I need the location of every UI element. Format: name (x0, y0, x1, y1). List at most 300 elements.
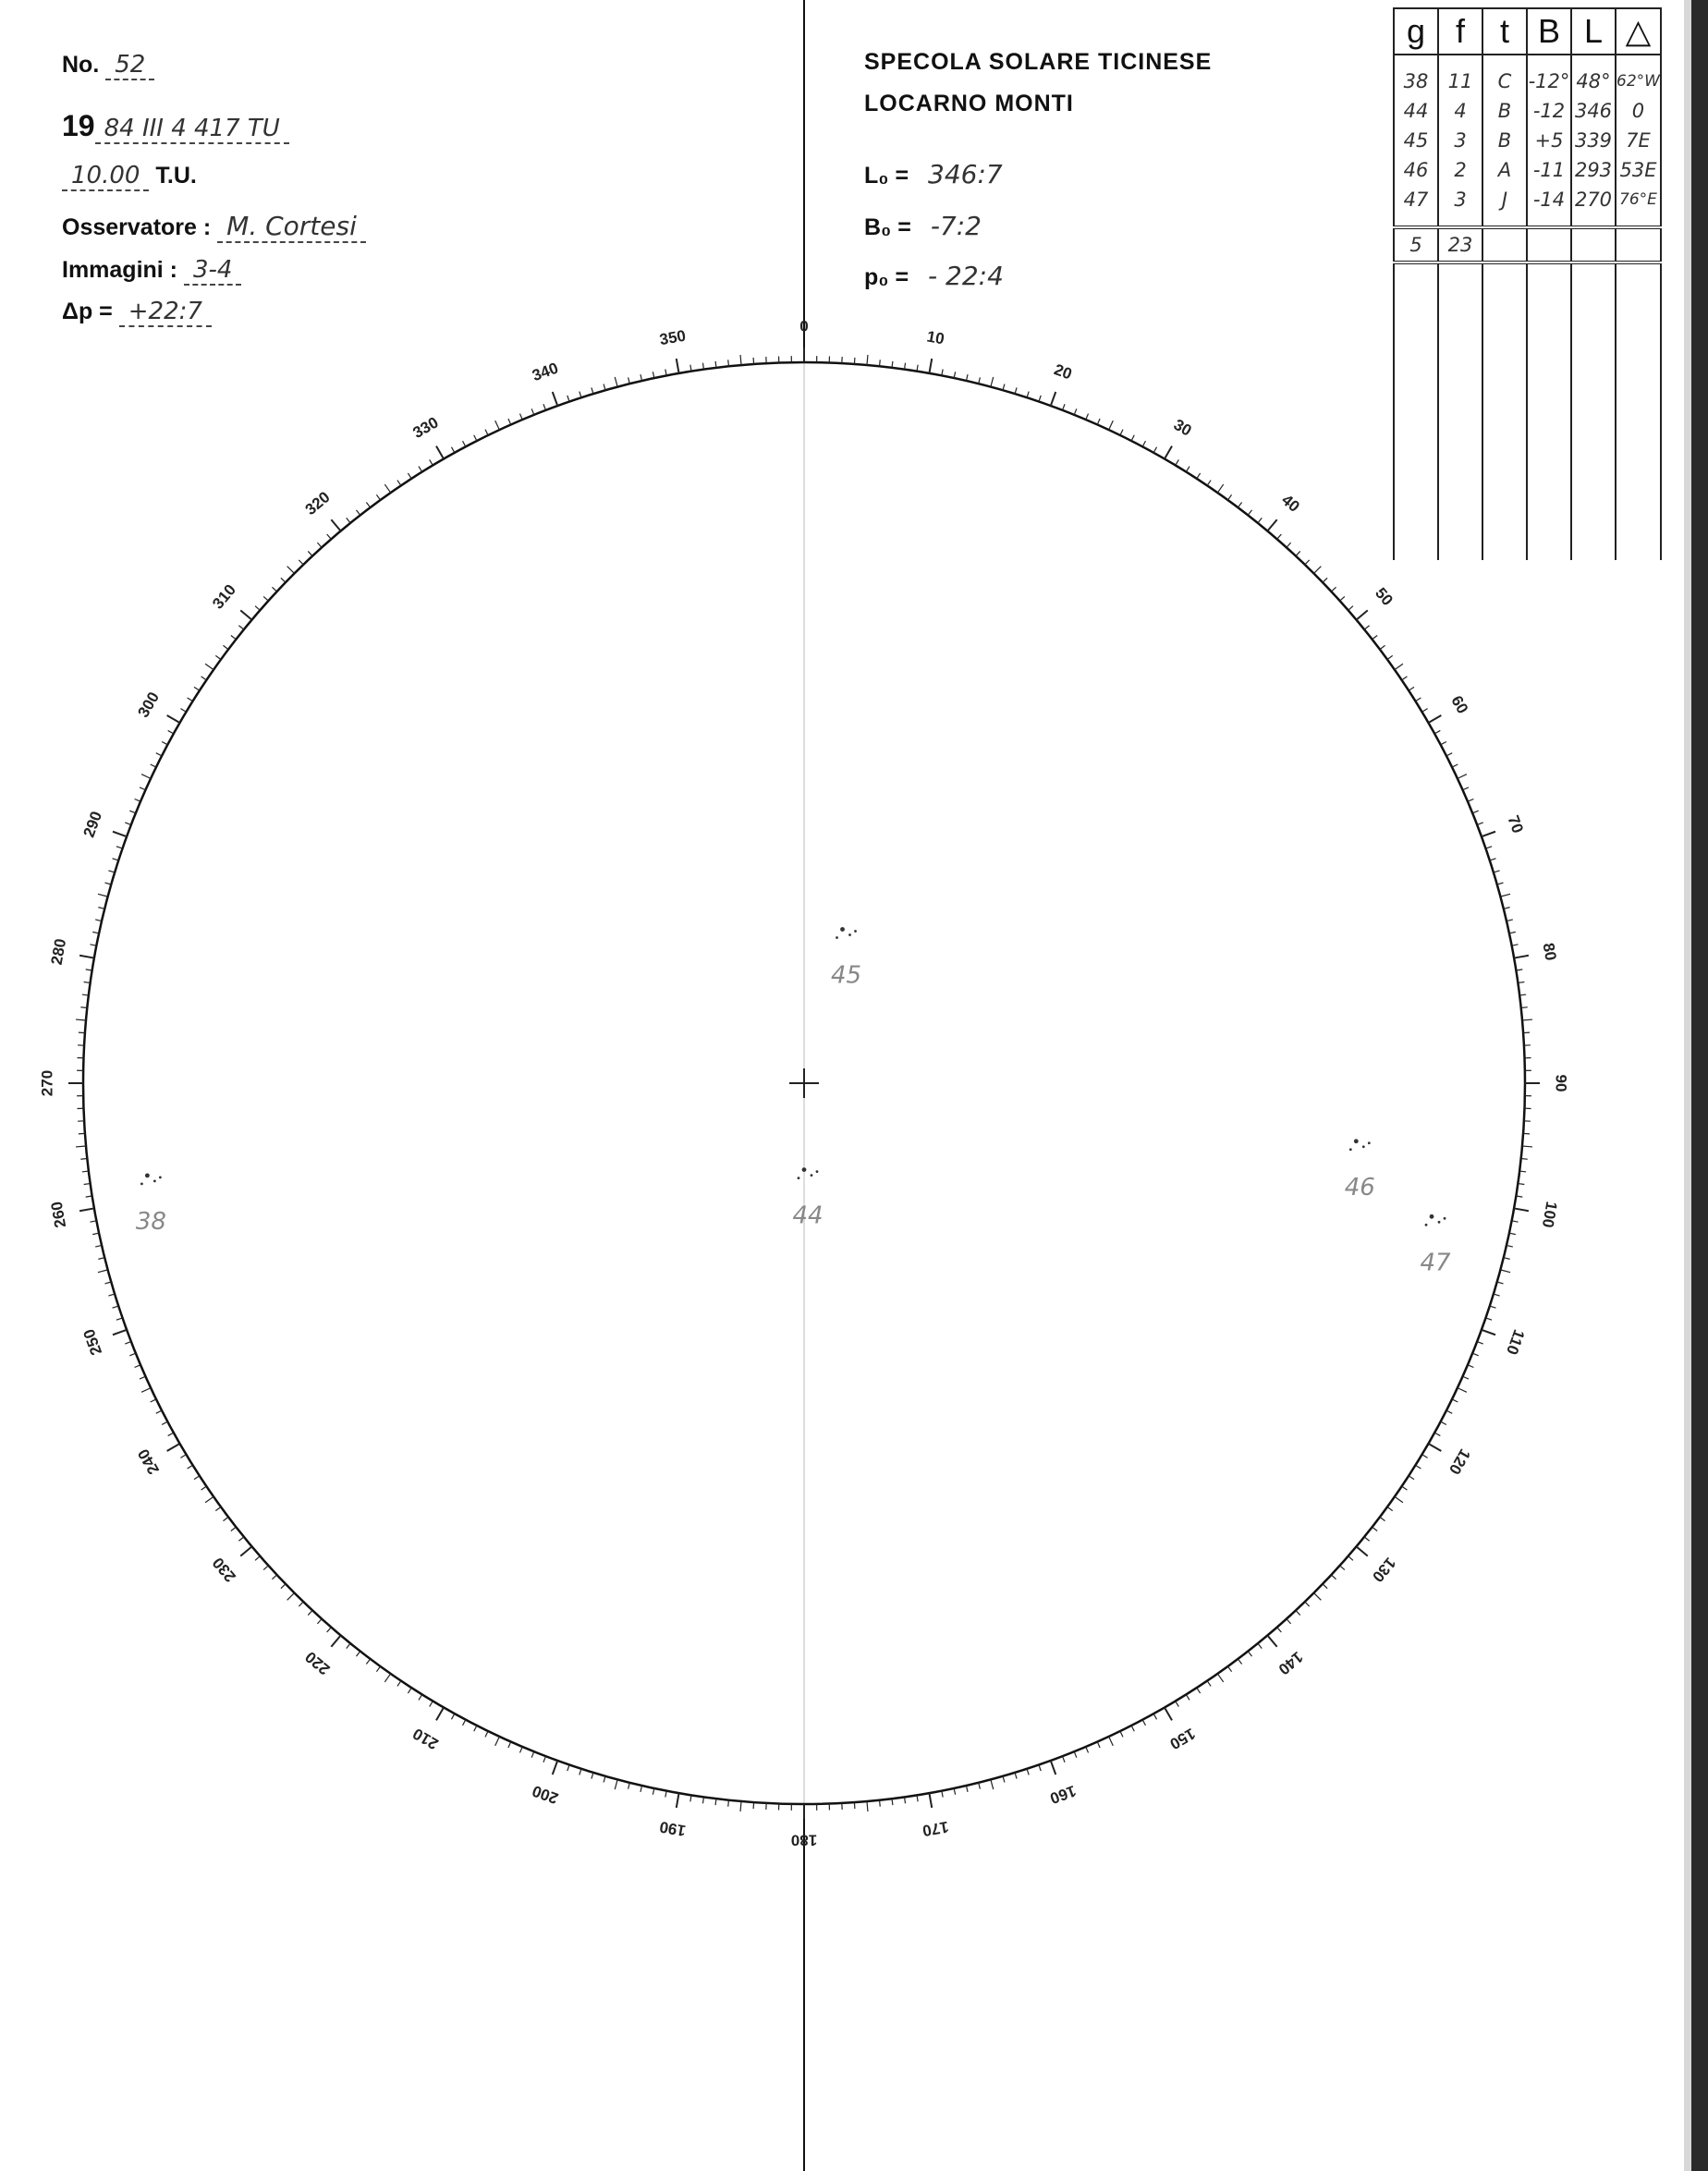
scale-tick (1422, 709, 1428, 713)
scale-tick (1238, 1659, 1241, 1665)
scale-label: 30 (1170, 415, 1195, 440)
scale-tick (240, 610, 251, 619)
scale-tick (1186, 1694, 1190, 1700)
scale-tick (98, 894, 108, 896)
scale-label: 180 (790, 1831, 818, 1849)
scale-tick (76, 1146, 86, 1147)
scale-tick (430, 1701, 433, 1707)
scale-label: 70 (1504, 812, 1527, 836)
scale-tick (979, 377, 981, 384)
scale-tick (384, 1674, 390, 1682)
scale-tick (929, 1793, 932, 1808)
scale-tick (151, 764, 156, 767)
sunspot-dot (1354, 1139, 1359, 1143)
delta-p-label: Δp = (62, 299, 113, 324)
scale-tick (1197, 1688, 1201, 1693)
scale-tick (1287, 1619, 1291, 1624)
scale-tick (287, 1593, 295, 1601)
scale-tick (397, 1681, 401, 1687)
scale-tick (474, 1726, 477, 1731)
scale-tick (463, 1720, 466, 1726)
sunspot-dot (1425, 1224, 1428, 1226)
scale-tick (95, 920, 102, 921)
scale-tick (892, 361, 893, 368)
scale-tick (1197, 473, 1201, 479)
scale-tick (129, 1353, 135, 1356)
scale-tick (1027, 392, 1029, 398)
scale-tick (1409, 687, 1414, 690)
scale-tick (628, 377, 630, 384)
scale-label: 330 (409, 413, 442, 443)
sunspot-group-label: 45 (830, 961, 862, 990)
scale-tick (1165, 1707, 1172, 1720)
date-prefix: 19 (62, 109, 95, 142)
scale-tick (1165, 446, 1172, 459)
scale-label: 200 (530, 1781, 561, 1808)
scale-tick (1428, 1444, 1441, 1451)
scale-tick (384, 484, 390, 493)
cell-t: B (1482, 126, 1527, 155)
scale-tick (1142, 1720, 1145, 1726)
scale-label: 140 (1275, 1648, 1307, 1678)
scale-tick (567, 396, 569, 402)
scale-tick (1227, 1666, 1231, 1672)
scale-tick (327, 1628, 332, 1632)
scale-tick (1490, 1306, 1496, 1308)
scale-tick (331, 519, 340, 531)
scale-tick (162, 1421, 167, 1424)
scale-tick (463, 441, 466, 446)
scale-tick (194, 1476, 200, 1480)
scale-tick (108, 1294, 115, 1296)
scale-tick (272, 587, 276, 592)
scale-tick (451, 1714, 454, 1719)
cell-L: 293 (1571, 155, 1616, 185)
scale-tick (1348, 606, 1353, 611)
scale-tick (1331, 1575, 1336, 1579)
scale-tick (1486, 1318, 1493, 1320)
p0-value: - 22:4 (928, 261, 1004, 291)
scale-tick (376, 494, 380, 500)
scale-tick (1296, 551, 1300, 555)
sunspot-group (1345, 1139, 1375, 1201)
scale-tick (1340, 596, 1345, 601)
scale-tick (1521, 1159, 1528, 1160)
scale-tick (1287, 543, 1291, 547)
scale-tick (543, 404, 546, 410)
scale-tick (113, 1306, 119, 1308)
cell-t: A (1482, 155, 1527, 185)
scale-tick (508, 419, 511, 424)
scale-tick (1277, 534, 1282, 539)
scale-tick (1486, 847, 1493, 848)
scale-tick (640, 1786, 642, 1792)
scale-tick (1258, 1643, 1262, 1648)
scale-tick (867, 355, 868, 365)
scale-tick (201, 1486, 207, 1490)
scale-label: 110 (1503, 1326, 1529, 1358)
scale-tick (436, 446, 444, 459)
scale-tick (408, 473, 411, 479)
scale-tick (240, 1546, 251, 1555)
scale-tick (135, 799, 140, 801)
scale-tick (1519, 994, 1526, 995)
scale-tick (180, 1455, 186, 1458)
scale-tick (92, 1233, 99, 1234)
scale-tick (580, 392, 581, 398)
cell-f: 2 (1438, 155, 1482, 185)
scale-label: 320 (301, 488, 334, 518)
time-value: 10.00 (62, 162, 149, 191)
sunspot-group (831, 927, 861, 989)
scale-tick (1380, 1517, 1385, 1520)
scale-tick (451, 447, 454, 453)
scale-tick (1522, 1019, 1532, 1020)
scale-tick (1331, 587, 1336, 592)
scale-tick (1434, 1433, 1440, 1435)
scale-tick (715, 361, 716, 368)
scale-tick (1277, 1628, 1282, 1632)
scale-tick (287, 567, 295, 574)
cell-f: 3 (1438, 185, 1482, 214)
scale-label: 280 (47, 937, 70, 967)
observer-value: M. Cortesi (217, 211, 366, 243)
scale-tick (1039, 1765, 1041, 1772)
scale-tick (116, 1318, 123, 1320)
scale-tick (1027, 1769, 1029, 1775)
scale-label: 130 (1369, 1554, 1399, 1586)
scale-tick (677, 359, 679, 373)
total-groups: 5 (1394, 227, 1438, 262)
scale-tick (82, 1171, 89, 1172)
scale-label: 80 (1539, 941, 1560, 962)
scale-tick (1063, 404, 1066, 410)
scale-tick (1314, 567, 1322, 574)
scale-tick (167, 715, 180, 723)
sunspot-dot (1444, 1217, 1446, 1220)
scale-tick (1463, 787, 1469, 790)
scale-tick (419, 467, 422, 472)
scale-tick (553, 1761, 557, 1775)
scale-tick (1217, 1674, 1223, 1682)
cell-delta: 53E (1616, 155, 1661, 185)
scale-tick (168, 730, 174, 733)
scale-tick (376, 1666, 380, 1672)
scale-tick (1434, 730, 1440, 733)
scale-tick (615, 377, 617, 387)
scale-tick (308, 551, 312, 555)
cell-f: 4 (1438, 96, 1482, 126)
scale-tick (1504, 908, 1510, 909)
time-unit: T.U. (155, 163, 197, 189)
col-header-f: f (1438, 8, 1482, 55)
scale-tick (272, 1575, 276, 1579)
scale-tick (640, 374, 642, 381)
scale-tick (1217, 484, 1223, 493)
scale-tick (1364, 626, 1369, 629)
scale-tick (1500, 894, 1510, 896)
scale-tick (125, 1342, 131, 1345)
scale-tick (966, 1786, 968, 1792)
scan-edge-dark (1691, 0, 1708, 2171)
scale-tick (966, 374, 968, 381)
observatory-name: SPECOLA SOLARE TICINESE (864, 49, 1213, 75)
scale-tick (1463, 1376, 1469, 1379)
scale-tick (281, 578, 286, 582)
scale-tick (113, 1330, 127, 1335)
scale-tick (141, 1388, 151, 1393)
scale-tick (223, 1517, 228, 1520)
scale-tick (1120, 1731, 1123, 1737)
scale-tick (108, 871, 115, 872)
scale-tick (1477, 823, 1483, 825)
scale-tick (419, 1694, 422, 1700)
scale-tick (1039, 396, 1041, 402)
scale-tick (95, 1245, 102, 1247)
date-value: 84 III 4 417 TU (95, 115, 289, 144)
scale-tick (740, 1801, 741, 1811)
scale-tick (880, 360, 881, 366)
scale-tick (1387, 1506, 1393, 1510)
scale-label: 220 (301, 1648, 334, 1678)
scale-tick (519, 414, 522, 420)
sunspot-group-label: 44 (792, 1201, 824, 1230)
scale-tick (1227, 494, 1231, 500)
scale-tick (1063, 1756, 1066, 1762)
cell-g: 46 (1394, 155, 1438, 185)
scale-tick (263, 596, 268, 601)
sunspot-group-label: 47 (1420, 1249, 1451, 1277)
scale-tick (180, 709, 186, 713)
scale-tick (1238, 502, 1241, 507)
cell-B: +5 (1527, 126, 1571, 155)
scale-tick (188, 1465, 193, 1469)
scale-tick (1305, 560, 1310, 565)
scale-tick (474, 435, 477, 441)
col-header-delta: △ (1616, 8, 1661, 55)
scale-tick (1494, 1294, 1500, 1296)
scale-tick (1296, 1610, 1300, 1615)
scan-edge-light (1684, 0, 1691, 2171)
scale-tick (1372, 1527, 1378, 1531)
scale-tick (82, 994, 89, 995)
scale-tick (1051, 1761, 1055, 1775)
scale-tick (125, 823, 131, 825)
scale-tick (1314, 1593, 1322, 1601)
scale-tick (1131, 435, 1134, 441)
sunspot-dot (840, 927, 845, 932)
scale-tick (80, 1007, 87, 1008)
scale-tick (317, 543, 322, 547)
scale-label: 240 (134, 1445, 164, 1478)
scale-tick (1086, 1747, 1089, 1752)
scale-label: 270 (38, 1069, 56, 1097)
scale-tick (1422, 1455, 1428, 1458)
scale-label: 0 (799, 317, 809, 335)
scale-tick (1387, 655, 1393, 659)
scale-tick (231, 1527, 237, 1531)
scale-label: 40 (1278, 491, 1303, 516)
scale-tick (1415, 698, 1421, 701)
cell-B: -11 (1527, 155, 1571, 185)
observer-label: Osservatore : (62, 214, 212, 240)
cell-delta: 0 (1616, 96, 1661, 126)
scale-tick (1409, 1476, 1414, 1480)
scale-tick (327, 534, 332, 539)
images-label: Immagini : (62, 257, 178, 283)
scale-tick (715, 1799, 716, 1805)
scale-tick (1509, 1233, 1516, 1234)
scale-tick (1340, 1566, 1345, 1570)
sunspot-dot (145, 1173, 150, 1177)
sunspot-group (792, 1167, 823, 1229)
scale-tick (135, 1365, 140, 1368)
cell-f: 11 (1438, 67, 1482, 96)
scale-tick (1176, 459, 1179, 465)
images-value: 3-4 (184, 256, 241, 286)
scale-tick (205, 1496, 214, 1502)
scale-tick (1452, 1399, 1458, 1402)
scale-tick (867, 1801, 868, 1811)
scale-tick (1120, 430, 1123, 435)
scale-tick (231, 635, 237, 639)
scale-tick (1521, 1007, 1528, 1008)
scale-tick (1142, 441, 1145, 446)
cell-B: -12 (1527, 96, 1571, 126)
scale-tick (1507, 1245, 1513, 1247)
total-spots: 23 (1438, 227, 1482, 262)
scale-tick (728, 1800, 729, 1807)
scale-tick (892, 1799, 893, 1805)
sunspot-dot (811, 1174, 813, 1177)
record-number-label: No. (62, 52, 100, 78)
cell-L: 346 (1571, 96, 1616, 126)
observatory-location: LOCARNO MONTI (864, 91, 1074, 116)
record-number-value: 52 (105, 51, 154, 80)
scale-tick (1323, 578, 1327, 582)
cell-L: 270 (1571, 185, 1616, 214)
scale-tick (98, 908, 104, 909)
cell-delta: 62°W (1616, 67, 1661, 96)
scale-tick (1248, 1652, 1251, 1657)
scale-tick (1305, 1602, 1310, 1606)
cell-f: 3 (1438, 126, 1482, 155)
scale-tick (1441, 1421, 1446, 1424)
scale-tick (366, 502, 370, 507)
scale-tick (1097, 419, 1100, 424)
scale-tick (740, 355, 741, 365)
scale-tick (263, 1566, 268, 1570)
scale-tick (113, 859, 119, 860)
sunspot-group-label: 46 (1344, 1173, 1375, 1201)
scale-tick (954, 372, 955, 378)
scale-tick (113, 832, 127, 836)
scale-tick (1507, 920, 1513, 921)
cell-L: 48° (1571, 67, 1616, 96)
cell-g: 44 (1394, 96, 1438, 126)
cell-delta: 76°E (1616, 185, 1661, 214)
scale-label: 190 (658, 1817, 688, 1840)
scale-tick (215, 1506, 221, 1510)
scale-tick (1472, 1353, 1478, 1356)
scale-tick (1500, 1270, 1510, 1273)
scale-tick (1176, 1701, 1179, 1707)
sunspot-dot (836, 936, 838, 939)
scale-tick (1051, 392, 1055, 406)
sunspot-dot (798, 1177, 800, 1179)
B0-label: B₀ = (864, 214, 911, 240)
scale-tick (1364, 1537, 1369, 1541)
scale-tick (397, 481, 401, 486)
scale-tick (1207, 481, 1211, 486)
scale-tick (1522, 1146, 1532, 1147)
scale-tick (1395, 1496, 1403, 1502)
scale-tick (1015, 387, 1017, 394)
scale-label: 10 (925, 327, 946, 348)
scale-label: 300 (134, 689, 164, 721)
scale-tick (1402, 677, 1408, 680)
scale-tick (485, 430, 488, 435)
sunspot-dot (1362, 1145, 1365, 1148)
scale-tick (1153, 1714, 1156, 1719)
scale-tick (194, 687, 200, 690)
cell-L: 339 (1571, 126, 1616, 155)
scale-tick (140, 1376, 145, 1379)
scale-tick (92, 932, 99, 933)
scale-tick (1258, 518, 1262, 522)
delta-p-value: +22:7 (119, 298, 212, 327)
scale-tick (408, 1688, 411, 1693)
scale-tick (1477, 1342, 1483, 1345)
scale-tick (1153, 447, 1156, 453)
scale-tick (255, 606, 260, 611)
scale-tick (991, 377, 994, 387)
scale-tick (1186, 467, 1190, 472)
scale-tick (543, 1756, 546, 1762)
sunspot-group (1420, 1214, 1451, 1276)
scale-tick (1458, 1388, 1467, 1393)
scale-tick (1441, 742, 1446, 745)
scale-tick (436, 1707, 444, 1720)
col-header-B: B (1527, 8, 1571, 55)
scale-tick (156, 1410, 162, 1413)
cell-t: J (1482, 185, 1527, 214)
scale-tick (1097, 1742, 1100, 1748)
scale-label: 60 (1447, 692, 1472, 717)
scale-tick (495, 1737, 500, 1746)
scale-tick (1207, 1681, 1211, 1687)
scale-tick (1086, 414, 1089, 420)
scale-tick (1372, 635, 1378, 639)
scale-tick (1348, 1556, 1353, 1561)
scale-tick (1323, 1584, 1327, 1589)
scale-tick (205, 664, 214, 669)
scale-tick (1468, 1365, 1473, 1368)
scale-tick (1395, 664, 1403, 669)
scale-tick (508, 1742, 511, 1748)
scale-tick (495, 421, 500, 430)
scale-tick (1402, 1486, 1408, 1490)
scale-tick (728, 360, 729, 366)
scale-tick (1514, 956, 1529, 958)
scale-tick (76, 1019, 86, 1020)
scale-tick (1015, 1773, 1017, 1779)
scale-label: 290 (79, 809, 106, 840)
sunspot-dot (1438, 1221, 1441, 1224)
scale-tick (628, 1783, 630, 1789)
scale-label: 120 (1445, 1445, 1474, 1478)
scale-tick (201, 677, 207, 680)
